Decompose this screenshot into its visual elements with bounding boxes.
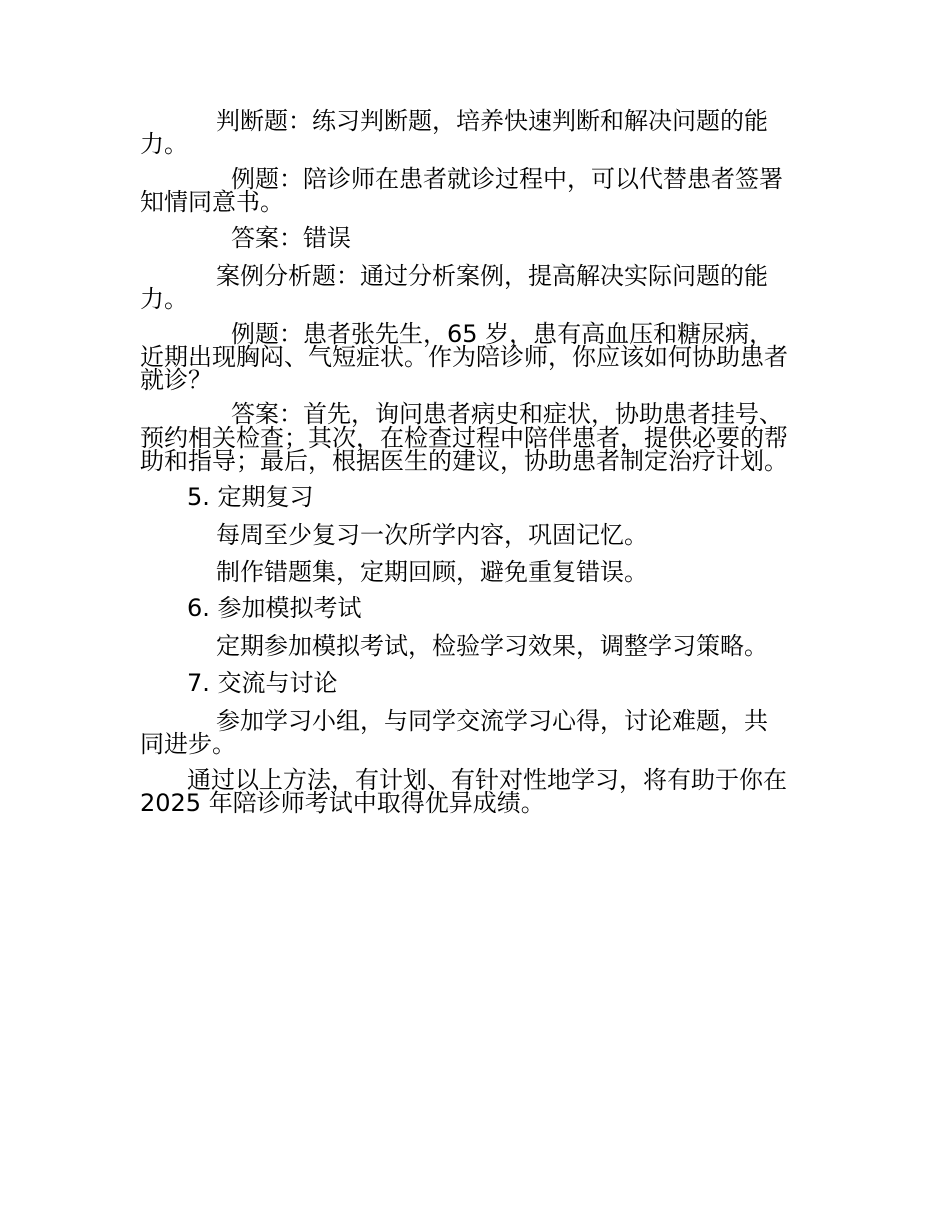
section-heading: 6. 参加模拟考试 xyxy=(187,594,362,622)
case-answer-line-3: 助和指导；最后，根据医生的建议，协助患者制定治疗计划。 xyxy=(140,447,788,475)
true-false-answer: 答案：错误 xyxy=(231,224,351,252)
true-false-example-line-1: 例题：陪诊师在患者就诊过程中，可以代替患者签署 xyxy=(231,165,783,193)
section-heading: 5. 定期复习 xyxy=(187,483,314,511)
true-false-example-line-2: 知情同意书。 xyxy=(140,188,284,216)
case-example-line-2: 近期出现胸闷、气短症状。作为陪诊师，你应该如何协助患者 xyxy=(140,343,788,371)
section-item: 每周至少复习一次所学内容，巩固记忆。 xyxy=(216,521,648,549)
case-intro-line-1: 案例分析题：通过分析案例，提高解决实际问题的能 xyxy=(216,262,768,290)
section-item-line-1: 参加学习小组，与同学交流学习心得，讨论难题，共 xyxy=(216,707,768,735)
section-item: 制作错题集，定期回顾，避免重复错误。 xyxy=(216,558,648,586)
case-answer-line-2: 预约相关检查；其次，在检查过程中陪伴患者，提供必要的帮 xyxy=(140,424,788,452)
conclusion-line-2: 2025 年陪诊师考试中取得优异成绩。 xyxy=(140,789,545,817)
case-intro-line-2: 力。 xyxy=(140,285,188,313)
conclusion-line-1: 通过以上方法，有计划、有针对性地学习，将有助于你在 xyxy=(187,766,787,794)
section-heading: 7. 交流与讨论 xyxy=(187,669,338,697)
case-example-line-1: 例题：患者张先生，65 岁，患有高血压和糖尿病， xyxy=(231,320,774,348)
true-false-intro-line-1: 判断题：练习判断题，培养快速判断和解决问题的能 xyxy=(216,107,768,135)
section-item-line-2: 同进步。 xyxy=(140,730,236,758)
section-item: 定期参加模拟考试，检验学习效果，调整学习策略。 xyxy=(216,632,768,660)
case-example-line-3: 就诊？ xyxy=(140,366,212,394)
case-answer-line-1: 答案：首先，询问患者病史和症状，协助患者挂号、 xyxy=(231,400,783,428)
true-false-intro-line-2: 力。 xyxy=(140,130,188,158)
